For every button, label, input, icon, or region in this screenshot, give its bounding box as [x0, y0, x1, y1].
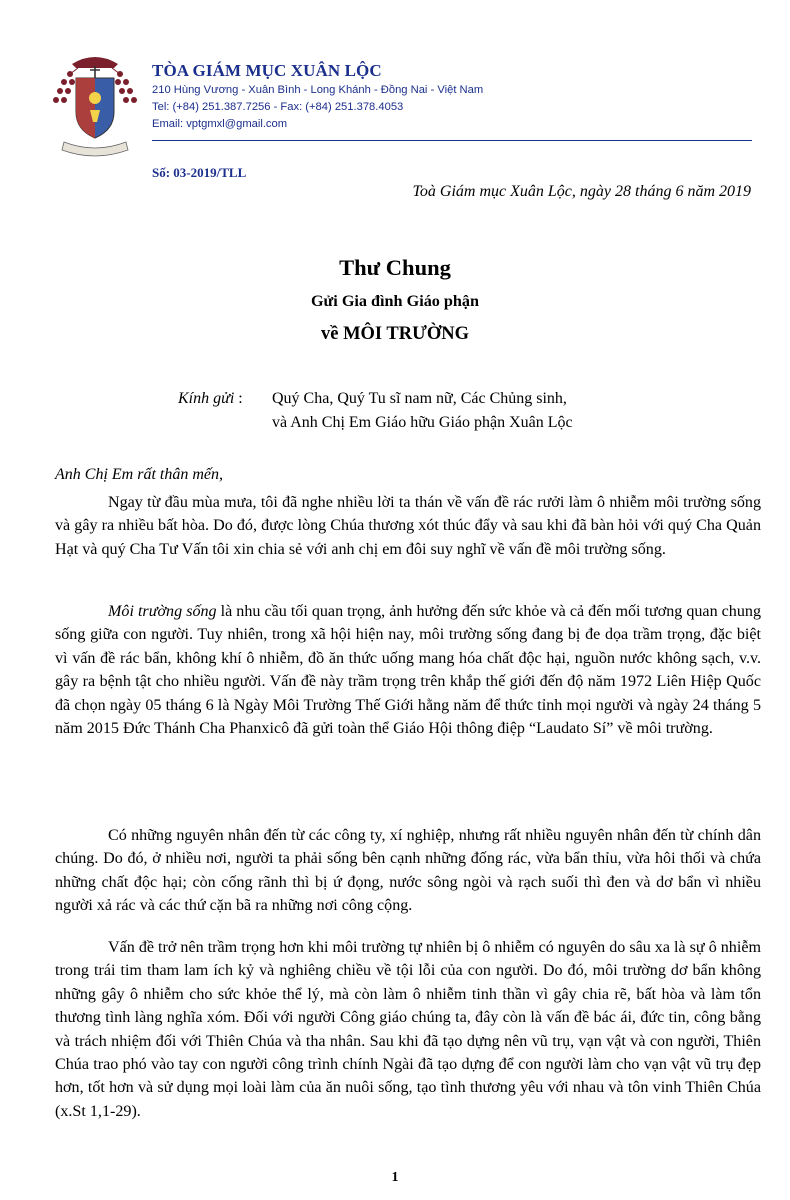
- document-title: Thư Chung: [339, 255, 451, 280]
- addressee-line-2: và Anh Chị Em Giáo hữu Giáo phận Xuân Lộc: [272, 414, 573, 431]
- organization-email: Email: vptgmxl@gmail.com: [152, 118, 288, 130]
- dateline: Toà Giám mục Xuân Lộc, ngày 28 tháng 6 năm 2019: [412, 183, 751, 200]
- body-paragraph-2-emphasis: Môi trường sống: [108, 603, 217, 620]
- coat-of-arms-icon: [50, 50, 140, 162]
- page-number: 1: [391, 1170, 399, 1185]
- letterhead-divider: [152, 140, 752, 141]
- document-subtitle: Gửi Gia đình Giáo phận: [310, 292, 480, 310]
- organization-name: TÒA GIÁM MỤC XUÂN LỘC: [152, 61, 382, 80]
- reference-number: Số: 03-2019/TLL: [152, 165, 247, 180]
- body-paragraph-3: Có những nguyên nhân đến từ các công ty, xí nghiệp, nhưng rất nhiều nguyên nhân đến từ chính dân chúng. Do đó, ở nhiều nơi, người ta phải sống bên cạnh những đống rác, vừa bẩn thỉu, vừa hôi thối và chứa những chất độc hại; còn cống rãnh thì bị ứ đọng, nước sông ngòi và rạch suối thì đen và dơ bẩn vì nhiều người xả rác và các thứ cặn bã ra những nơi công cộng.: [55, 827, 761, 915]
- salutation: Anh Chị Em rất thân mến,: [55, 466, 223, 483]
- addressee-label-separator: :: [234, 390, 243, 407]
- document-topic: về MÔI TRƯỜNG: [321, 324, 469, 344]
- organization-phone-fax: Tel: (+84) 251.387.7256 - Fax: (+84) 251.378.4053: [152, 101, 404, 113]
- addressee-label: [178, 390, 243, 408]
- body-paragraph-1: Ngay từ đầu mùa mưa, tôi đã nghe nhiều lời ta thán về vấn đề rác rưởi làm ô nhiễm môi trường sống và gây ra nhiều bất hòa. Do đó, được lòng Chúa thương xót thúc đẩy và sau khi đã bàn hỏi với quý Cha Quản Hạt và quý Cha Tư Vấn tôi xin chia sẻ với anh chị em đôi suy nghĩ về vấn đề môi trường sống.: [55, 494, 761, 558]
- body-paragraph-2-text: là nhu cầu tối quan trọng, ảnh hưởng đến sức khỏe và cả đến mối tương quan chung sống giữa con người. Tuy nhiên, trong xã hội hiện nay, môi trường sống đang bị đe dọa trầm trọng, đặc biệt vì vấn đề rác bẩn, không khí ô nhiễm, đồ ăn thức uống mang hóa chất độc hại, nguồn nước không sạch, v.v. gây ra bệnh tật cho nhiều người. Vấn đề này trầm trọng trên khắp thế giới đến độ năm 1972 Liên Hiệp Quốc đã chọn ngày 05 tháng 6 là Ngày Môi Trường Thế Giới hằng năm để thức tỉnh mọi người và ngày 24 tháng 5 năm 2015 Đức Thánh Cha Phanxicô đã gửi toàn thể Giáo Hội thông điệp “Laudato Sí” về môi trường.: [55, 603, 761, 738]
- body-paragraph-4: Vấn đề trở nên trầm trọng hơn khi môi trường tự nhiên bị ô nhiễm có nguyên do sâu xa là sự ô nhiễm trong trái tim tham lam ích kỷ và nghiêng chiều về tội lỗi của con người. Do đó, môi trường dơ bẩn không những gây ô nhiễm cho sức khỏe thể lý, mà còn làm ô nhiễm tinh thần vì gây chia rẽ, bất hòa và làm tổn thương tình làng nghĩa xóm. Đối với người Công giáo chúng ta, đây còn là vấn đề bác ái, đức tin, công bằng và trách nhiệm đối với Thiên Chúa và tha nhân. Sau khi đã tạo dựng nên vũ trụ, vạn vật và con người, Thiên Chúa trao phó vào tay con người công trình chính Ngài đã tạo dựng để con người làm cho vạn vật vũ trụ đẹp hơn, tốt hơn và sử dụng mọi loài làm của ăn nuôi sống, tạo tình thương yêu với nhau và tôn vinh Thiên Chúa (x.St 1,1-29).: [55, 939, 761, 1120]
- addressee-line-1: Quý Cha, Quý Tu sĩ nam nữ, Các Chủng sinh,: [272, 390, 567, 407]
- organization-address: 210 Hùng Vương - Xuân Bình - Long Khánh - Đồng Nai - Việt Nam: [152, 84, 484, 96]
- addressee-label-text: Kính gửi: [178, 390, 235, 407]
- body-paragraph-2: [55, 600, 761, 740]
